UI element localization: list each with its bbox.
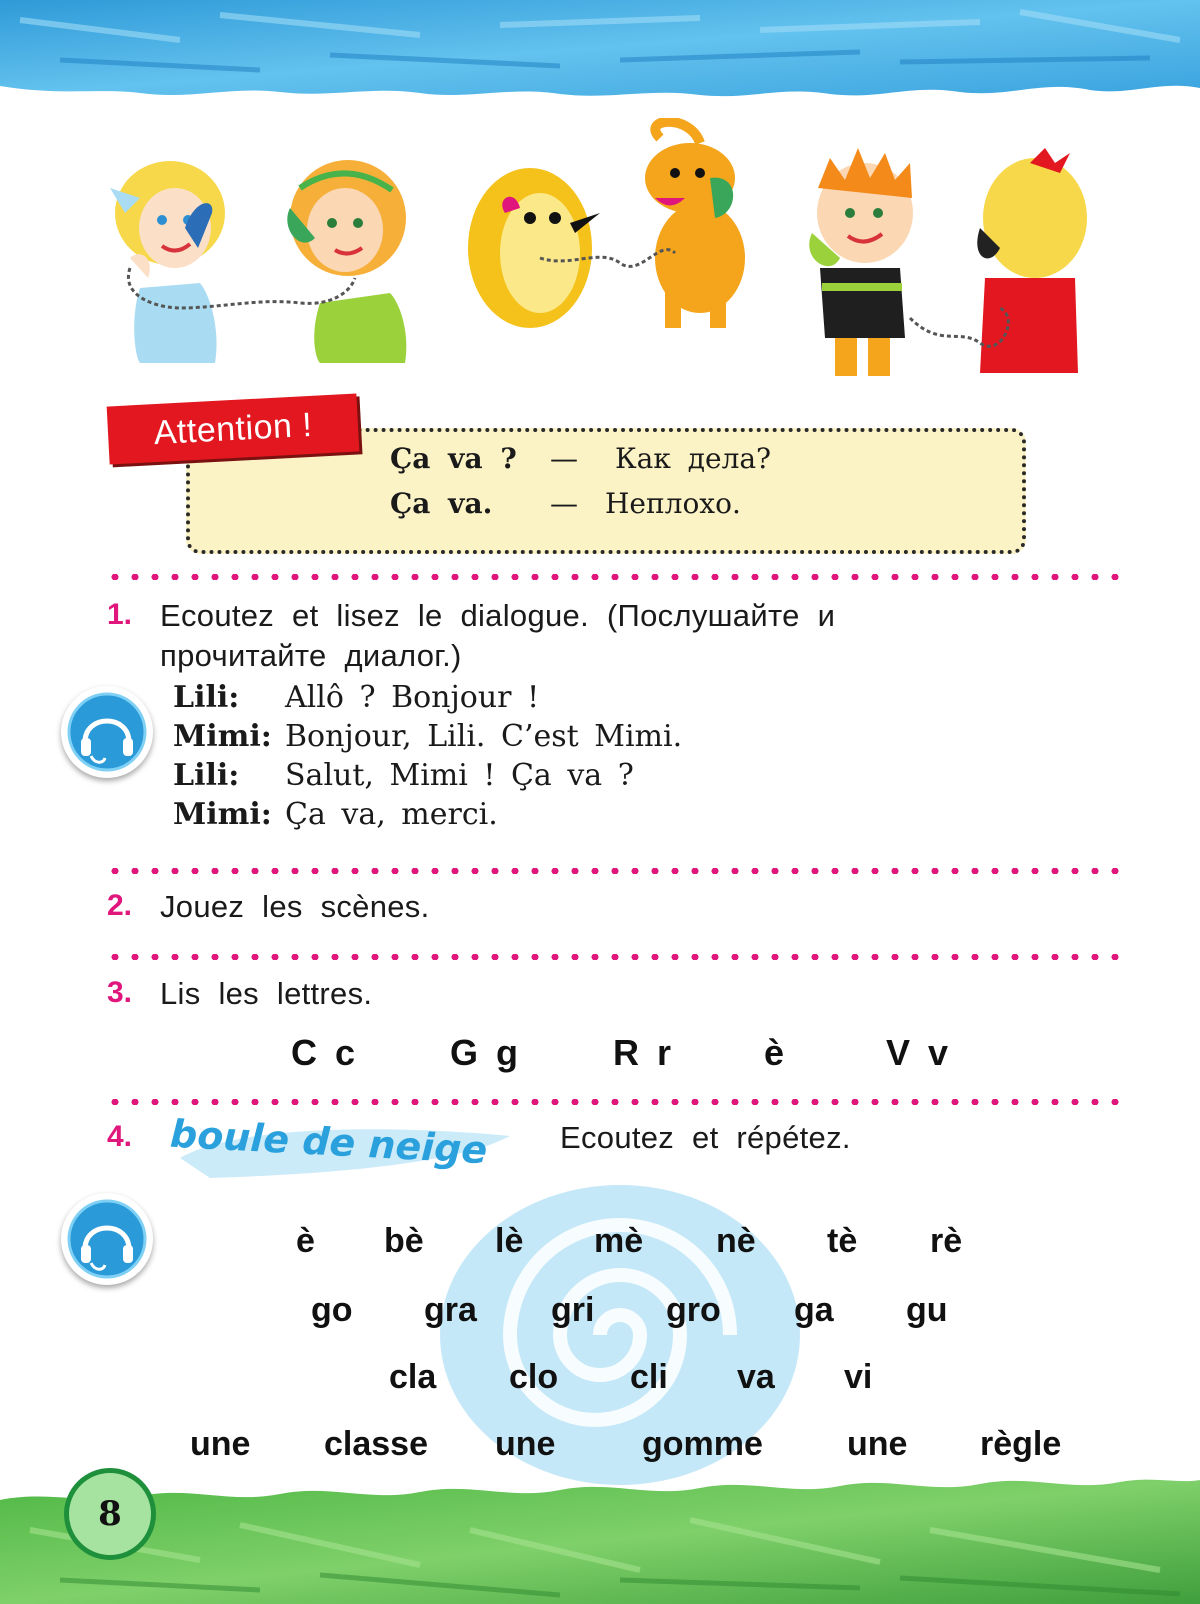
exercise-3-number: 3.: [107, 976, 133, 1009]
syllable: gra: [424, 1291, 477, 1329]
exercise-4-instruction: Ecoutez et répétez.: [560, 1120, 851, 1155]
word: gomme: [642, 1425, 763, 1463]
syllable: rè: [930, 1222, 963, 1260]
syllable: go: [311, 1291, 353, 1329]
syllable: gri: [551, 1291, 595, 1329]
dialogue-text: Bonjour, Lili. C’est Mimi.: [285, 719, 683, 754]
dialogue-text: Allô ? Bonjour !: [285, 680, 540, 715]
syllable: ga: [794, 1291, 834, 1329]
speaker-name: Lili:: [173, 758, 240, 793]
hedgehog-figure: [468, 168, 600, 328]
dog-figure: [645, 122, 745, 328]
syllable: nè: [716, 1222, 756, 1260]
blonde-girl-figure: [110, 161, 225, 363]
word: une: [847, 1425, 908, 1463]
word: une: [495, 1425, 556, 1463]
french-phrase: Ça va ?: [390, 442, 517, 475]
characters-on-phone-illustration: [100, 118, 1140, 398]
speaker-name: Mimi:: [173, 719, 272, 754]
word: une: [190, 1425, 251, 1463]
exercise-1-instruction-cont: прочитайте диалог.): [160, 638, 462, 673]
phrase-row-1: [390, 442, 990, 478]
dotted-separator: [105, 868, 1125, 874]
syllable: bè: [384, 1222, 424, 1260]
boule-de-neige-badge: [169, 1111, 530, 1188]
exercise-4-number: 4.: [107, 1120, 133, 1153]
dotted-separator: [105, 1099, 1125, 1105]
audio-button[interactable]: [61, 1193, 153, 1285]
speaker-name: Lili:: [173, 680, 240, 715]
audio-button[interactable]: [61, 686, 153, 778]
letter-pair: V v: [886, 1032, 953, 1073]
syllable: gro: [666, 1291, 721, 1329]
dialogue-text: Salut, Mimi ! Ça va ?: [285, 758, 634, 793]
phrase-row-2: [390, 487, 990, 523]
blonde-girl-back-figure: [977, 148, 1087, 373]
letter-pair: C c: [291, 1032, 360, 1073]
word: classe: [324, 1425, 428, 1463]
syllable: vi: [844, 1358, 873, 1396]
dotted-separator: [105, 574, 1125, 580]
syllable: cli: [630, 1358, 668, 1396]
letter-pair: R r: [613, 1032, 676, 1073]
syllable: tè: [827, 1222, 858, 1260]
dialogue-line: [173, 797, 873, 835]
syllable: è: [296, 1222, 315, 1260]
syllable: cla: [389, 1358, 437, 1396]
letter-pair: è: [764, 1032, 789, 1073]
dialogue-line: [173, 719, 873, 757]
russian-translation: Неплохо.: [605, 487, 741, 520]
page-number-badge: [64, 1468, 156, 1560]
boy-figure: [809, 148, 913, 376]
syllable: clo: [509, 1358, 559, 1396]
exercise-2-instruction: Jouez les scènes.: [160, 889, 430, 924]
syllable: mè: [594, 1222, 644, 1260]
snowball-swirl: [420, 1170, 840, 1500]
dialogue-line: [173, 680, 873, 718]
headphones-icon: [61, 686, 153, 778]
ginger-girl-figure: [287, 160, 406, 363]
attention-label-text: Attention !: [152, 405, 314, 453]
dialogue: [173, 680, 873, 840]
word: règle: [980, 1425, 1062, 1463]
french-phrase: Ça va.: [390, 487, 493, 520]
syllable: va: [737, 1358, 775, 1396]
dotted-separator: [105, 954, 1125, 960]
dash: —: [550, 487, 578, 520]
exercise-1-instruction: Ecoutez et lisez le dialogue. (Послушайте и: [160, 598, 836, 633]
letter-pair: G g: [450, 1032, 522, 1073]
exercise-2-number: 2.: [107, 889, 133, 922]
syllable: lè: [495, 1222, 524, 1260]
dialogue-text: Ça va, merci.: [285, 797, 498, 832]
headphones-icon: [61, 1193, 153, 1285]
grass-banner: [0, 1470, 1200, 1604]
exercise-3-instruction: Lis les lettres.: [160, 976, 373, 1011]
exercise-1-number: 1.: [107, 598, 133, 631]
russian-translation: Как дела?: [615, 442, 772, 475]
page-number: 8: [98, 1494, 122, 1534]
boule-de-neige-label: boule de neige: [169, 1111, 489, 1173]
dialogue-line: [173, 758, 873, 796]
dash: —: [550, 442, 578, 475]
syllable: gu: [906, 1291, 948, 1329]
sky-banner: [0, 0, 1200, 120]
speaker-name: Mimi:: [173, 797, 272, 832]
